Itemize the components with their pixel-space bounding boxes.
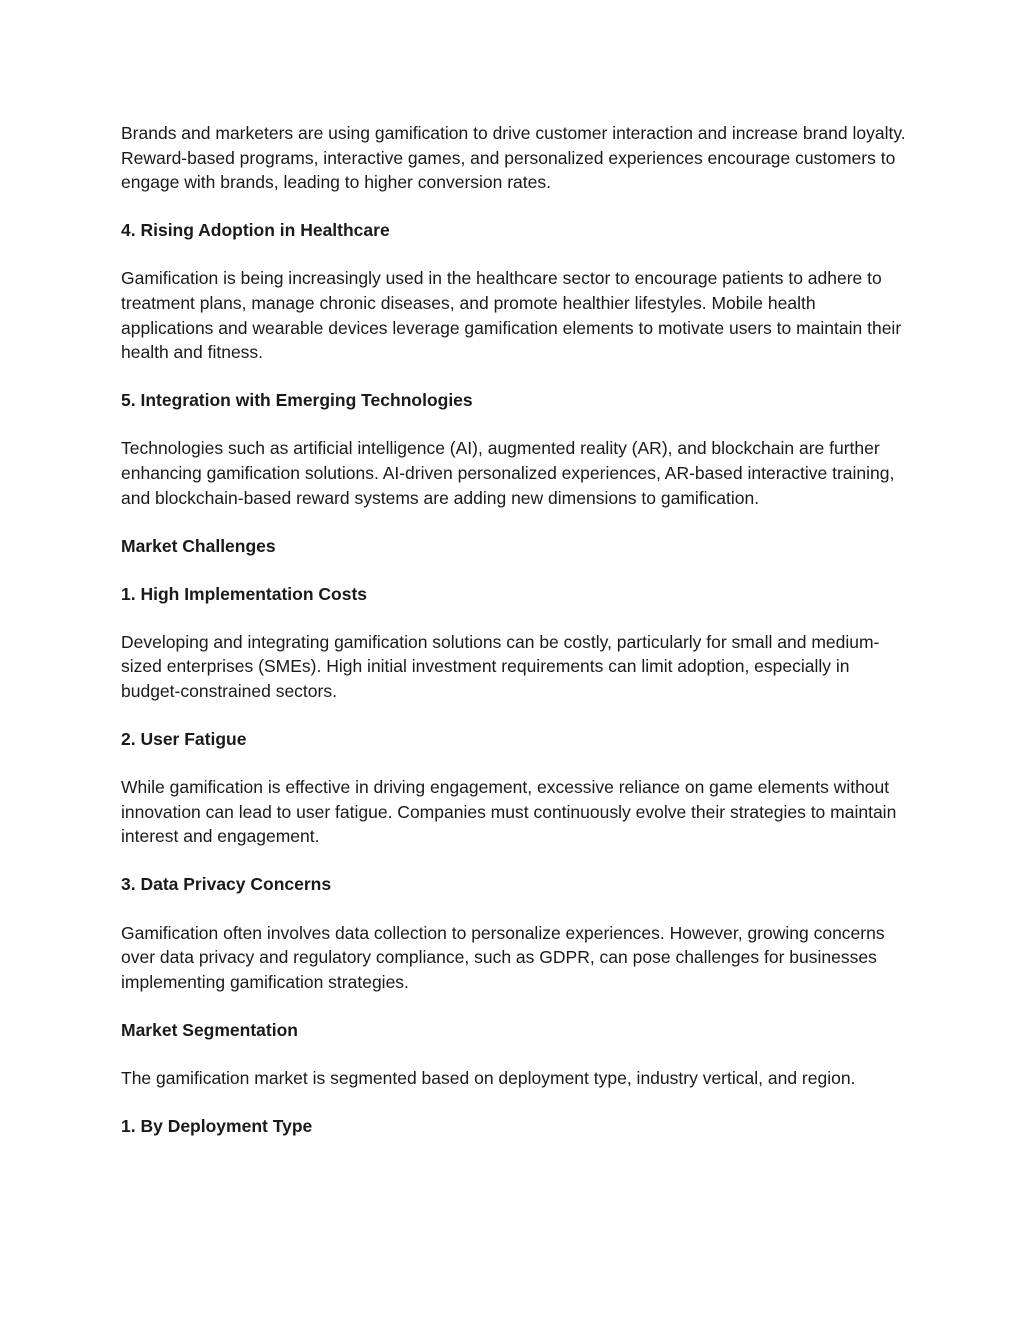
implementation-costs-paragraph: Developing and integrating gamification solutions can be costly, particularly for small and medium-sized enterprises (SMEs). High initial investment requirements can limit adoption, especially in budget-constrained sectors. [121, 631, 880, 701]
market-segmentation-paragraph: The gamification market is segmented based on deployment type, industry vertical, and region. [121, 1067, 856, 1088]
section-heading-data-privacy: 3. Data Privacy Concerns [121, 874, 332, 895]
data-privacy-paragraph: Gamification often involves data collection to personalize experiences. However, growing concerns over data privacy and regulatory compliance, such as GDPR, can pose challenges for businesses implementing gamification strategies. [121, 922, 885, 992]
section-heading-market-challenges: Market Challenges [121, 535, 276, 556]
section-heading-emerging-tech: 5. Integration with Emerging Technologies [121, 390, 473, 411]
section-heading-market-segmentation: Market Segmentation [121, 1019, 298, 1040]
emerging-tech-paragraph: Technologies such as artificial intelligence (AI), augmented reality (AR), and blockchain are further enhancing gamification solutions. AI-driven personalized experiences, AR-based interactive training, and blockchain-based reward systems are adding new dimensions to gamification. [121, 438, 895, 508]
section-heading-healthcare: 4. Rising Adoption in Healthcare [121, 220, 390, 241]
healthcare-paragraph: Gamification is being increasingly used in the healthcare sector to encourage patients to adhere to treatment plans, manage chronic diseases, and promote healthier lifestyles. Mobile health applications and wearable devices leverage gamification elements to motivate users to maintain their health and fitness. [121, 268, 902, 363]
section-heading-user-fatigue: 2. User Fatigue [121, 729, 247, 750]
intro-paragraph: Brands and marketers are using gamification to drive customer interaction and increase brand loyalty. Reward-based programs, interactive games, and personalized experiences encourage customers to engage with brands, leading to higher conversion rates. [121, 123, 906, 193]
section-heading-deployment-type: 1. By Deployment Type [121, 1116, 313, 1137]
document-body [121, 121, 911, 1162]
user-fatigue-paragraph: While gamification is effective in driving engagement, excessive reliance on game elements without innovation can lead to user fatigue. Companies must continuously evolve their strategies to maintain interest and engagement. [121, 777, 897, 847]
section-heading-implementation-costs: 1. High Implementation Costs [121, 583, 367, 604]
